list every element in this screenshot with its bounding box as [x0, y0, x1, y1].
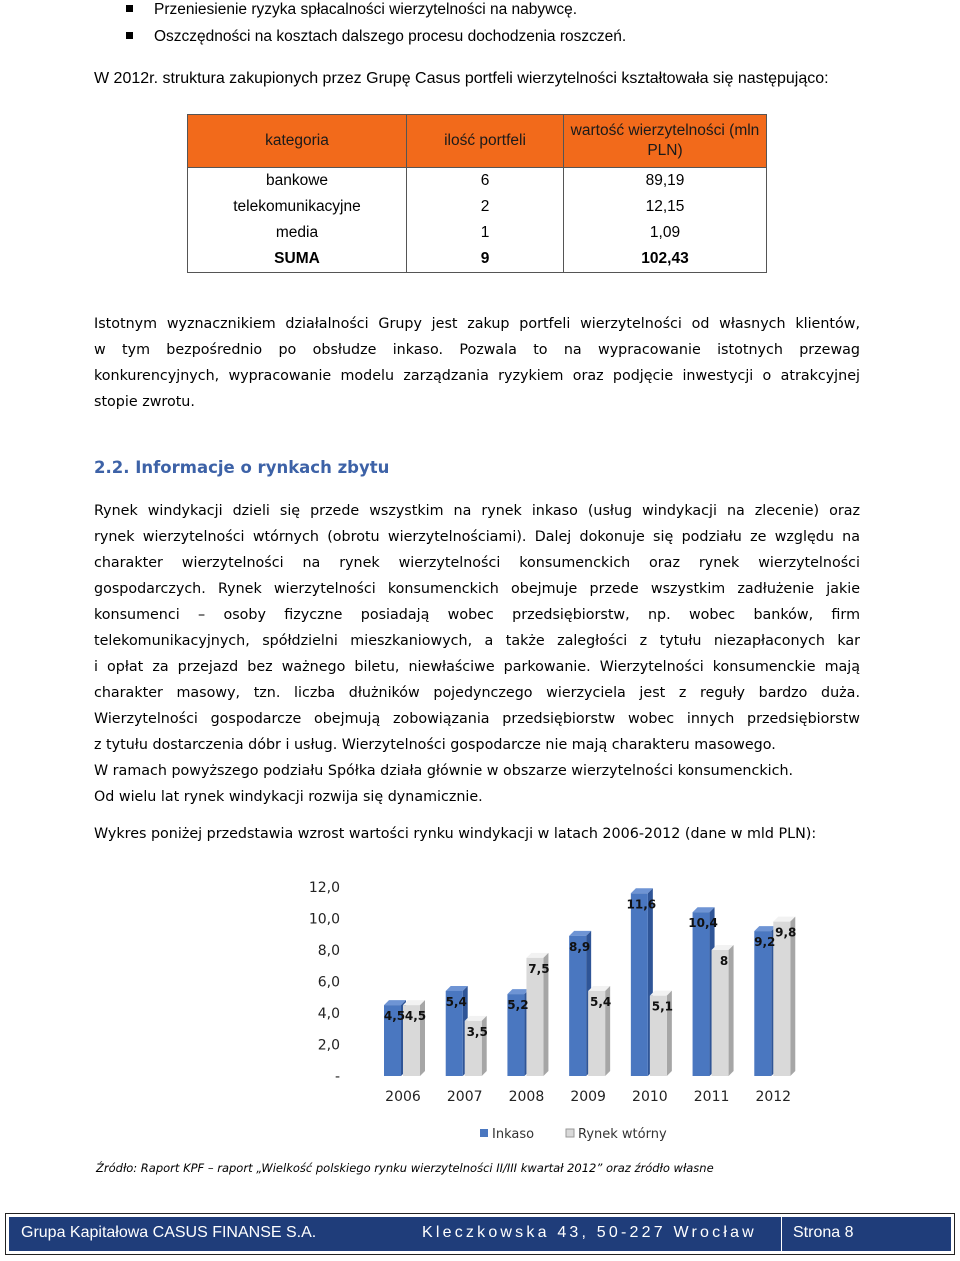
text-line: telekomunikacyjnych, spółdzielni mieszkaniowych, a także zaległości z tytułu niezapłaconych kar — [94, 633, 860, 649]
legend-label: Inkaso — [492, 1127, 535, 1142]
header-count: ilość portfeli — [407, 115, 564, 168]
footer-company: Grupa Kapitałowa CASUS FINANSE S.A. — [21, 1224, 317, 1241]
x-tick-label: 2012 — [755, 1089, 792, 1105]
list-item — [122, 0, 882, 27]
cell-count: 1 — [407, 220, 564, 246]
text-line: i opłat za przejazd bez ważnego biletu, niewłaściwe parkowanie. Wierzytelności konsumenckie mają — [94, 659, 860, 675]
bullet-list — [122, 0, 882, 54]
cell-count: 2 — [407, 194, 564, 220]
cell-sum-count: 9 — [407, 246, 564, 273]
x-tick-label: 2011 — [693, 1089, 730, 1105]
data-label: 3,5 — [466, 1024, 488, 1039]
x-tick-label: 2006 — [385, 1089, 421, 1105]
data-label: 5,2 — [507, 998, 529, 1013]
portfolio-table — [187, 114, 767, 273]
y-tick-label: 2,0 — [317, 1037, 340, 1054]
square-bullet-icon — [126, 32, 133, 39]
section-heading: 2.2. Informacje o rynkach zbytu — [94, 458, 390, 477]
paragraph-market-description — [94, 498, 860, 810]
bar-side-face — [790, 917, 795, 1076]
y-tick-label: 10,0 — [308, 911, 340, 928]
data-label: 8,9 — [569, 939, 591, 954]
page-footer — [5, 1213, 955, 1255]
legend-label: Rynek wtórny — [578, 1127, 667, 1142]
bar — [754, 931, 771, 1076]
bar — [631, 893, 648, 1076]
bar — [773, 922, 790, 1076]
intro-paragraph: W 2012r. struktura zakupionych przez Grupę Casus portfeli wierzytelności kształtowała się następująco: — [94, 70, 829, 87]
header-category: kategoria — [188, 115, 407, 168]
text-line: charakter masowy, tzn. liczba dłużników pojedynczego wierzyciela jest z reguły bardzo duża. — [94, 685, 860, 701]
legend-swatch — [480, 1129, 488, 1137]
data-label: 8 — [719, 954, 729, 968]
y-tick-label: - — [334, 1069, 340, 1085]
market-value-bar-chart — [284, 864, 824, 1154]
bar — [712, 950, 729, 1076]
cell-value: 12,15 — [564, 194, 767, 220]
text-line: Istotnym wyznacznikiem działalności Grupy jest zakup portfeli wierzytelności od własnych klientów, — [94, 316, 860, 332]
text-line: rynek wierzytelności wtórnych (obrotu wierzytelnościami). Dalej dokonuje się podziału ze względu na — [94, 529, 860, 545]
table-row — [188, 194, 767, 220]
text-line: gospodarczych. Rynek wierzytelności konsumenckich obejmuje przede wszystkim zadłużenie jakie — [94, 581, 860, 597]
text-line: Wierzytelności gospodarcze obejmują zobowiązania przedsiębiorstw wobec innych przedsiębiorstw — [94, 711, 860, 727]
y-tick-label: 8,0 — [317, 943, 340, 959]
data-label: 7,5 — [528, 961, 550, 976]
list-item — [122, 27, 882, 54]
footer-address: Kleczkowska 43, 50-227 Wrocław — [422, 1224, 757, 1241]
chart-bars — [384, 888, 795, 1076]
table-header-row — [188, 115, 767, 168]
bullet-text: Przeniesienie ryzyka spłacalności wierzytelności na nabywcę. — [154, 1, 577, 18]
data-label: 5,1 — [651, 999, 673, 1014]
table-row — [188, 220, 767, 246]
data-label: 9,8 — [775, 925, 797, 940]
header-value: wartość wierzytelności (mln PLN) — [564, 115, 767, 168]
cell-category: bankowe — [188, 168, 407, 195]
cell-category: telekomunikacyjne — [188, 194, 407, 220]
text-line: konsumenci – osoby fizyczne posiadają wobec przedsiębiorstw, np. wobec banków, firm — [94, 607, 860, 623]
data-label: 10,4 — [688, 916, 718, 931]
cell-count: 6 — [407, 168, 564, 195]
text-line: stopie zwrotu. — [94, 394, 195, 410]
data-label: 11,6 — [626, 897, 657, 912]
x-tick-label: 2009 — [570, 1089, 606, 1105]
table-row — [188, 168, 767, 195]
cell-category: media — [188, 220, 407, 246]
bullet-text: Oszczędności na kosztach dalszego procesu dochodzenia roszczeń. — [154, 28, 627, 45]
footer-bar — [9, 1217, 951, 1251]
source-note: Źródło: Raport KPF – raport „Wielkość polskiego rynku wierzytelności II/III kwartał 2012” oraz źródło własne — [96, 1161, 714, 1175]
cell-value: 89,19 — [564, 168, 767, 195]
chart-legend — [480, 1127, 667, 1142]
text-line: z tytułu dostarczenia dóbr i usług. Wierzytelności gospodarcze nie mają charakteru masowego. — [94, 737, 776, 753]
x-tick-label: 2008 — [508, 1089, 545, 1105]
paragraph-chart-intro — [94, 821, 860, 847]
text-line: w tym bezpośrednio po obsłudze inkaso. Pozwala to na wypracowanie istotnych przewag — [94, 342, 860, 358]
text-line: konkurencyjnych, wypracowanie modelu zarządzania ryzykiem oraz podjęcie inwestycji o atrakcyjnej — [94, 368, 860, 384]
y-tick-label: 6,0 — [317, 974, 340, 991]
data-label: 4,5 — [383, 1009, 406, 1024]
footer-page-number: Strona 8 — [793, 1224, 854, 1241]
square-bullet-icon — [126, 5, 133, 12]
legend-swatch — [566, 1129, 574, 1137]
data-label: 4,5 — [404, 1009, 427, 1024]
data-label: 5,4 — [445, 994, 467, 1009]
paragraph-portfolio-purchase — [94, 311, 860, 415]
footer-divider — [781, 1217, 782, 1251]
y-tick-label: 4,0 — [317, 1006, 340, 1022]
cell-value: 1,09 — [564, 220, 767, 246]
cell-sum-label: SUMA — [188, 246, 407, 273]
paragraph-market-growth: Od wielu lat rynek windykacji rozwija się dynamicznie. — [94, 789, 483, 805]
y-tick-label: 12,0 — [308, 880, 340, 896]
bar — [569, 936, 586, 1076]
text-line: charakter wierzytelności na rynek wierzytelności konsumenckich oraz rynek wierzytelności — [94, 555, 860, 571]
paragraph-company-focus: W ramach powyższego podziału Spółka działa głównie w obszarze wierzytelności konsumenckich. — [94, 763, 794, 779]
text-line: Rynek windykacji dzieli się przede wszystkim na rynek inkaso (usług windykacji na zlecenie) oraz — [94, 503, 860, 519]
data-label: 5,4 — [590, 994, 612, 1009]
table-sum-row — [188, 246, 767, 273]
x-tick-label: 2010 — [632, 1089, 668, 1105]
cell-sum-value: 102,43 — [564, 246, 767, 273]
bar — [693, 912, 710, 1076]
data-label: 9,2 — [754, 935, 776, 950]
text-line: Wykres poniżej przedstawia wzrost wartości rynku windykacji w latach 2006-2012 (dane w mld PLN): — [94, 826, 817, 842]
bar-side-face — [729, 945, 734, 1076]
x-tick-label: 2007 — [446, 1089, 483, 1105]
